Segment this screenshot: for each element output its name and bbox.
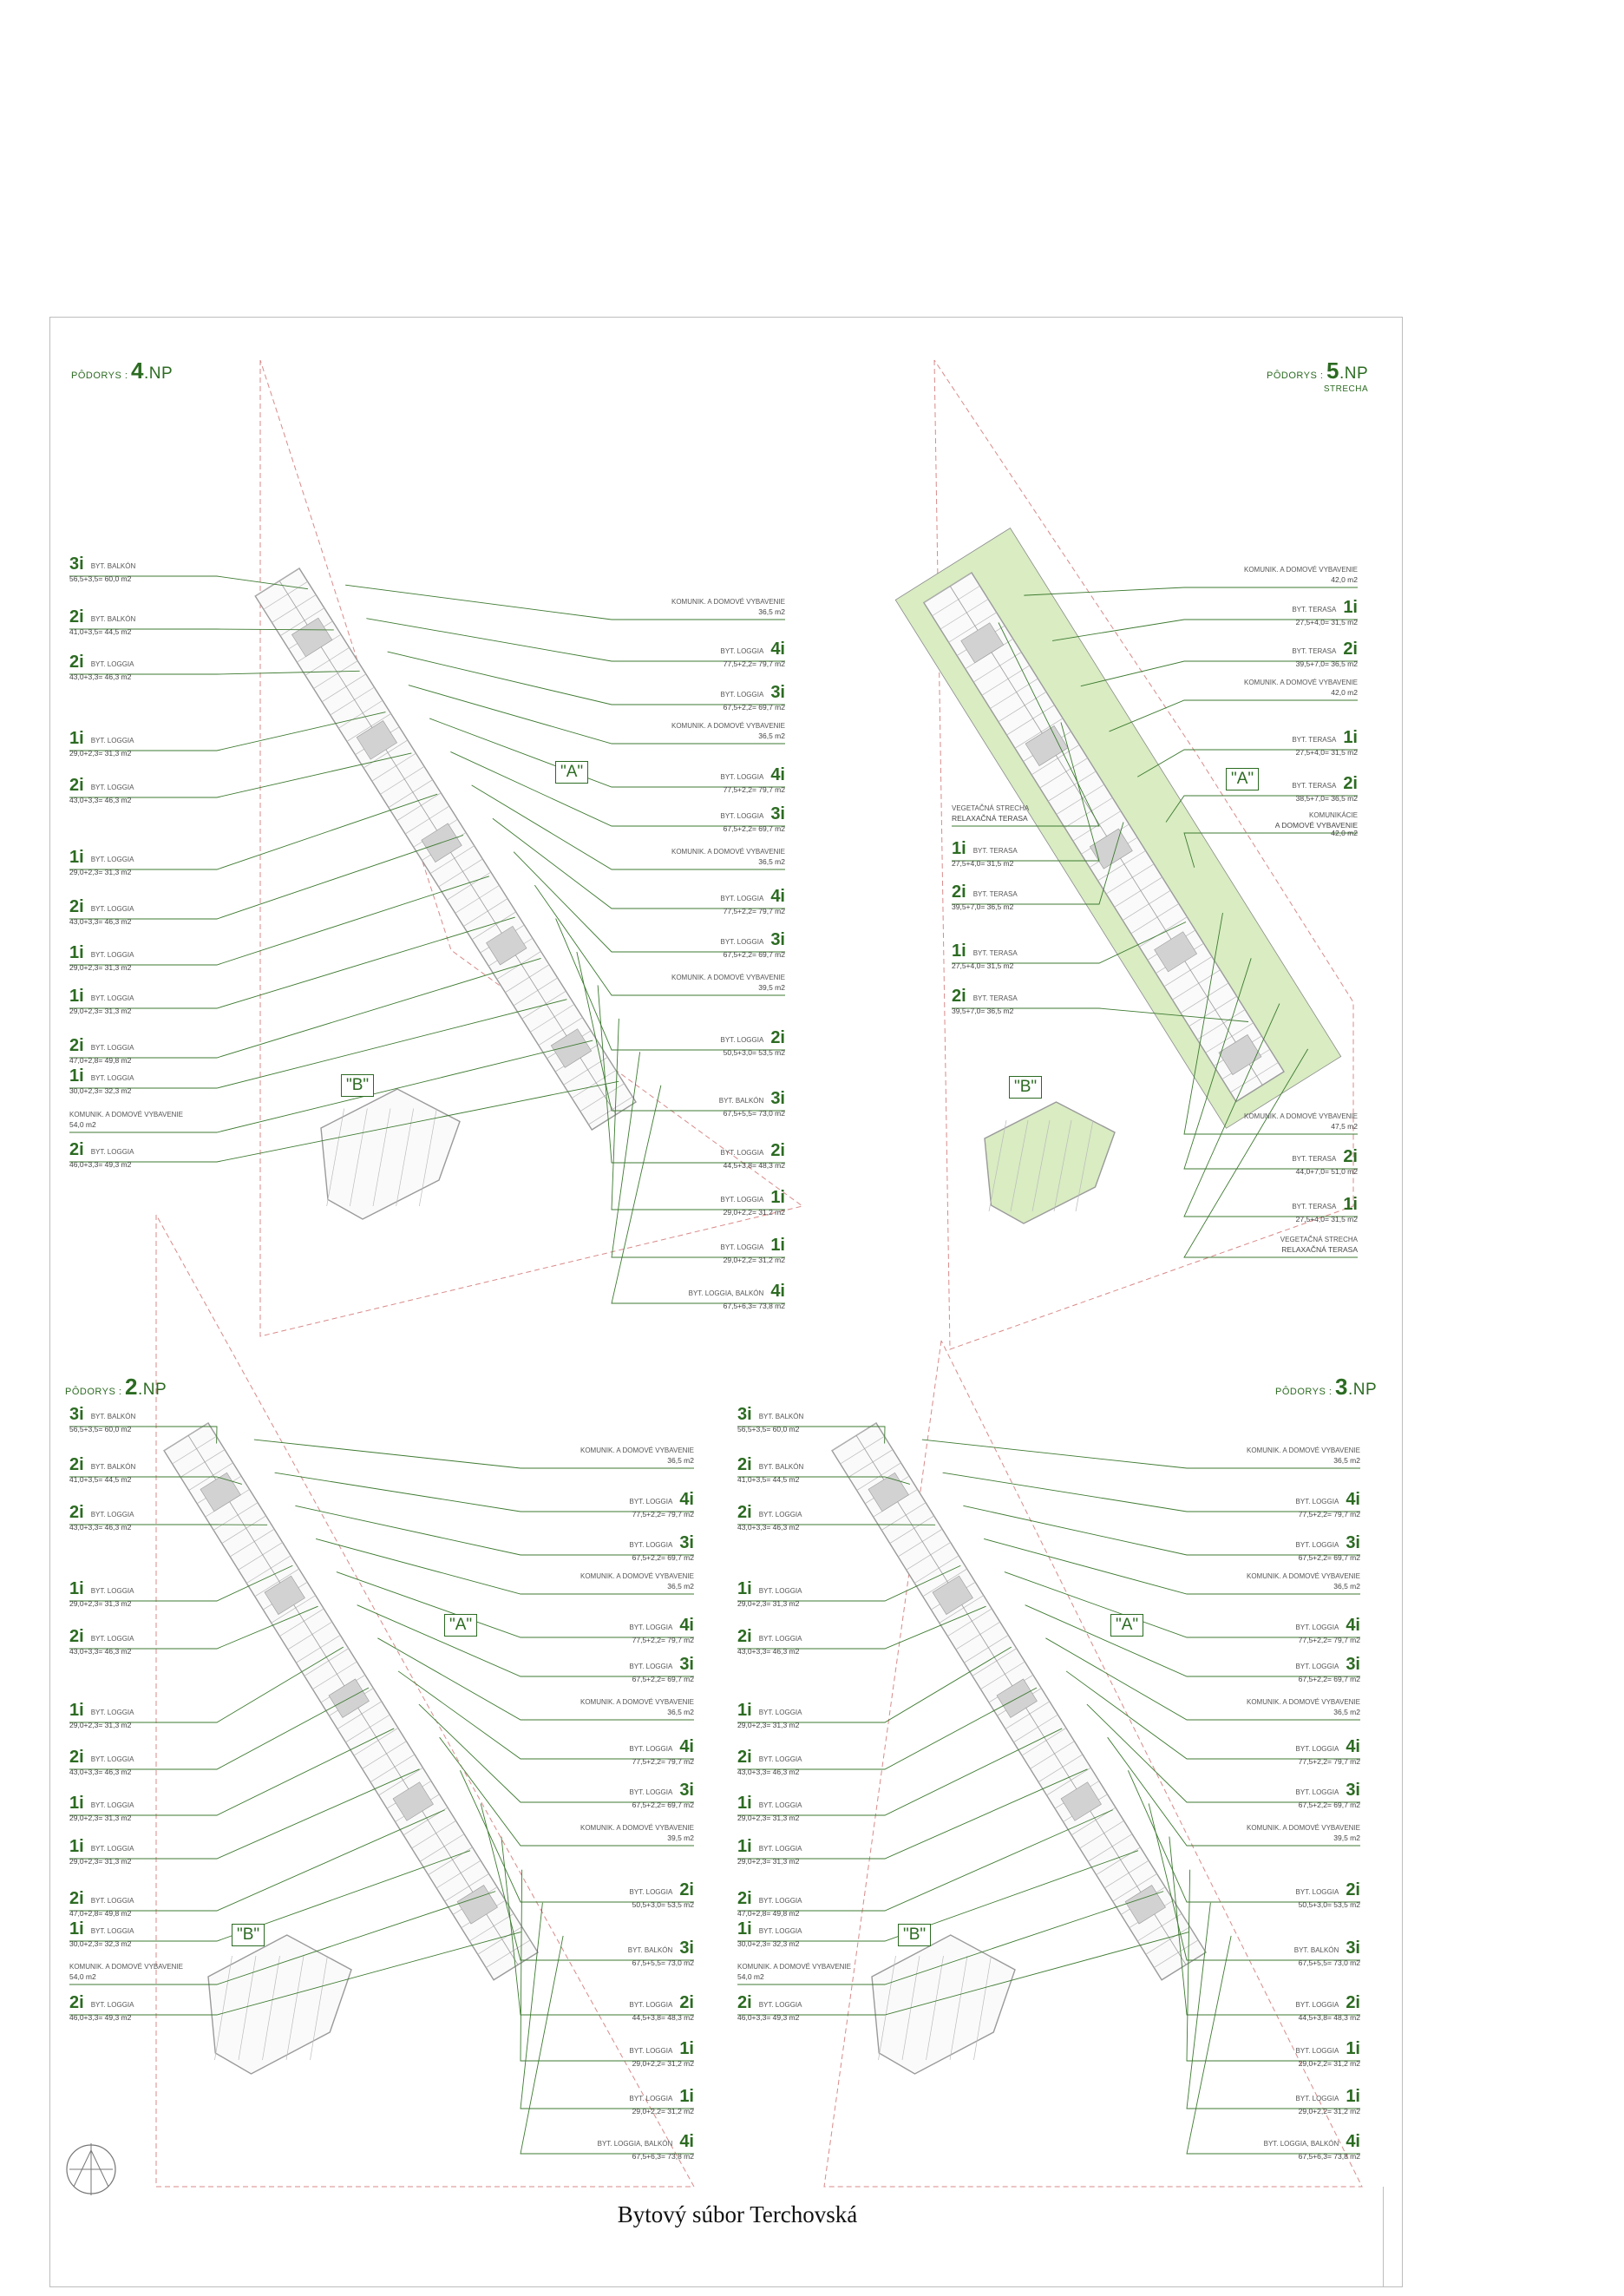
unit-label: 2i BYT. LOGGIA 43,0+3,3= 46,3 m2 xyxy=(69,1503,134,1532)
unit-label: BYT. LOGGIA 3i 67,5+2,2= 69,7 m2 xyxy=(720,930,785,959)
unit-label: KOMUNIK. A DOMOVÉ VYBAVENIE 54,0 m2 xyxy=(69,1963,183,1981)
unit-label: 1i BYT. LOGGIA 29,0+2,3= 31,3 m2 xyxy=(69,729,134,758)
unit-label: BYT. TERASA 1i 27,5+4,0= 31,5 m2 xyxy=(1292,728,1358,757)
unit-label: 2i BYT. BALKÓN 41,0+3,5= 44,5 m2 xyxy=(737,1455,804,1484)
unit-label: 2i BYT. LOGGIA 43,0+3,3= 46,3 m2 xyxy=(737,1627,802,1656)
block-marker-a: "A" xyxy=(1110,1614,1143,1637)
unit-label: BYT. LOGGIA 4i 77,5+2,2= 79,7 m2 xyxy=(1295,1490,1360,1519)
unit-label: 1i BYT. LOGGIA 29,0+2,3= 31,3 m2 xyxy=(69,943,134,972)
unit-label: 2i BYT. LOGGIA 43,0+3,3= 46,3 m2 xyxy=(69,1627,134,1656)
unit-label: BYT. LOGGIA 4i 77,5+2,2= 79,7 m2 xyxy=(720,640,785,668)
unit-label: 3i BYT. BALKÓN 56,5+3,5= 60,0 m2 xyxy=(69,554,136,583)
unit-label: 1i BYT. LOGGIA 29,0+2,3= 31,3 m2 xyxy=(737,1837,802,1866)
unit-label: 2i BYT. BALKÓN 41,0+3,5= 44,5 m2 xyxy=(69,607,136,636)
unit-label: 2i BYT. LOGGIA 43,0+3,3= 46,3 m2 xyxy=(69,1748,134,1776)
unit-label: BYT. LOGGIA 4i 77,5+2,2= 79,7 m2 xyxy=(1295,1616,1360,1644)
unit-label: BYT. LOGGIA 1i 29,0+2,2= 31,2 m2 xyxy=(720,1188,785,1217)
building-a xyxy=(255,568,636,1130)
unit-label: BYT. BALKÓN 3i 67,5+5,5= 73,0 m2 xyxy=(1293,1938,1360,1967)
unit-label: BYT. LOGGIA 2i 44,5+3,8= 48,3 m2 xyxy=(720,1141,785,1170)
unit-label: 1i BYT. LOGGIA 29,0+2,3= 31,3 m2 xyxy=(69,1794,134,1822)
unit-label: BYT. LOGGIA 3i 67,5+2,2= 69,7 m2 xyxy=(720,804,785,833)
unit-label: BYT. LOGGIA 4i 77,5+2,2= 79,7 m2 xyxy=(720,765,785,794)
building-a xyxy=(895,528,1340,1129)
unit-label: 2i BYT. LOGGIA 47,0+2,8= 49,8 m2 xyxy=(737,1889,802,1918)
unit-label: BYT. LOGGIA 4i 77,5+2,2= 79,7 m2 xyxy=(629,1616,694,1644)
unit-label: KOMUNIK. A DOMOVÉ VYBAVENIE 39,5 m2 xyxy=(1247,1824,1360,1842)
unit-label: BYT. LOGGIA 3i 67,5+2,2= 69,7 m2 xyxy=(1295,1533,1360,1562)
plan-p3 xyxy=(737,1341,1362,2187)
unit-label: KOMUNIK. A DOMOVÉ VYBAVENIE 36,5 m2 xyxy=(580,1698,694,1716)
block-marker-b: "B" xyxy=(341,1074,374,1097)
unit-label: KOMUNIK. A DOMOVÉ VYBAVENIE 36,5 m2 xyxy=(580,1446,694,1465)
unit-label: KOMUNIK. A DOMOVÉ VYBAVENIE 36,5 m2 xyxy=(1247,1572,1360,1591)
unit-label: BYT. LOGGIA, BALKÓN 4i 67,5+6,3= 73,8 m2 xyxy=(597,2132,694,2161)
unit-label: 1i BYT. LOGGIA 30,0+2,3= 32,3 m2 xyxy=(69,1066,134,1095)
unit-label: VEGETAČNÁ STRECHA RELAXAČNÁ TERASA xyxy=(952,804,1030,823)
block-marker-a: "A" xyxy=(444,1614,477,1637)
unit-label: KOMUNIK. A DOMOVÉ VYBAVENIE 36,5 m2 xyxy=(1247,1446,1360,1465)
unit-label: BYT. LOGGIA 4i 77,5+2,2= 79,7 m2 xyxy=(629,1490,694,1519)
unit-label: KOMUNIK. A DOMOVÉ VYBAVENIE 36,5 m2 xyxy=(1247,1698,1360,1716)
unit-label: 2i BYT. LOGGIA 43,0+3,3= 46,3 m2 xyxy=(69,776,134,804)
unit-label: BYT. BALKÓN 3i 67,5+5,5= 73,0 m2 xyxy=(718,1089,785,1118)
unit-label: BYT. LOGGIA 1i 29,0+2,2= 31,2 m2 xyxy=(629,2087,694,2116)
unit-label: KOMUNIK. A DOMOVÉ VYBAVENIE 36,5 m2 xyxy=(580,1572,694,1591)
unit-label: 1i BYT. LOGGIA 29,0+2,3= 31,3 m2 xyxy=(737,1794,802,1822)
unit-label: 1i BYT. LOGGIA 30,0+2,3= 32,3 m2 xyxy=(737,1919,802,1948)
block-marker-a: "A" xyxy=(1226,768,1259,790)
unit-label: 2i BYT. TERASA 39,5+7,0= 36,5 m2 xyxy=(952,882,1018,911)
plan-heading-p4: PÔDORYS : 4.NP xyxy=(71,358,174,384)
unit-label: 2i BYT. LOGGIA 43,0+3,3= 46,3 m2 xyxy=(69,897,134,926)
unit-label: BYT. LOGGIA 2i 50,5+3,0= 53,5 m2 xyxy=(1295,1880,1360,1909)
block-marker-b: "B" xyxy=(1009,1076,1042,1099)
unit-label: 1i BYT. LOGGIA 29,0+2,3= 31,3 m2 xyxy=(69,1579,134,1608)
unit-label: BYT. TERASA 1i 27,5+4,0= 31,5 m2 xyxy=(1292,598,1358,626)
unit-label: BYT. TERASA 1i 27,5+4,0= 31,5 m2 xyxy=(1292,1195,1358,1223)
building-a xyxy=(832,1423,1206,1980)
unit-label: KOMUNIK. A DOMOVÉ VYBAVENIE 36,5 m2 xyxy=(671,722,785,740)
plan-heading-p2: PÔDORYS : 2.NP xyxy=(65,1374,167,1400)
unit-label: BYT. LOGGIA 3i 67,5+2,2= 69,7 m2 xyxy=(629,1781,694,1809)
unit-label: BYT. LOGGIA 2i 50,5+3,0= 53,5 m2 xyxy=(629,1880,694,1909)
unit-label: 1i BYT. LOGGIA 29,0+2,3= 31,3 m2 xyxy=(69,987,134,1015)
unit-label: 2i BYT. LOGGIA 43,0+3,3= 46,3 m2 xyxy=(69,653,134,681)
unit-label: 1i BYT. TERASA 27,5+4,0= 31,5 m2 xyxy=(952,941,1018,970)
unit-label: 1i BYT. LOGGIA 29,0+2,3= 31,3 m2 xyxy=(737,1579,802,1608)
plan-heading-p3: PÔDORYS : 3.NP xyxy=(1275,1374,1378,1400)
plan-heading-p5: PÔDORYS : 5.NP STRECHA xyxy=(1267,358,1369,394)
unit-label: KOMUNIK. A DOMOVÉ VYBAVENIE 54,0 m2 xyxy=(69,1111,183,1129)
unit-label: BYT. TERASA 2i 44,0+7,0= 51,0 m2 xyxy=(1292,1147,1358,1176)
unit-label: KOMUNIK. A DOMOVÉ VYBAVENIE 42,0 m2 xyxy=(1244,566,1358,584)
unit-label: 2i BYT. LOGGIA 43,0+3,3= 46,3 m2 xyxy=(737,1748,802,1776)
unit-label: BYT. LOGGIA, BALKÓN 4i 67,5+6,3= 73,8 m2 xyxy=(688,1282,785,1310)
unit-label: KOMUNIK. A DOMOVÉ VYBAVENIE 36,5 m2 xyxy=(671,598,785,616)
unit-label: BYT. LOGGIA 1i 29,0+2,2= 31,2 m2 xyxy=(629,2039,694,2068)
unit-label: 2i BYT. TERASA 39,5+7,0= 36,5 m2 xyxy=(952,987,1018,1015)
unit-label: 2i BYT. LOGGIA 43,0+3,3= 46,3 m2 xyxy=(737,1503,802,1532)
unit-label: BYT. LOGGIA 4i 77,5+2,2= 79,7 m2 xyxy=(720,887,785,915)
unit-label: KOMUNIK. A DOMOVÉ VYBAVENIE 36,5 m2 xyxy=(671,848,785,866)
unit-label: 3i BYT. BALKÓN 56,5+3,5= 60,0 m2 xyxy=(737,1405,804,1433)
unit-label: BYT. LOGGIA 2i 50,5+3,0= 53,5 m2 xyxy=(720,1028,785,1057)
unit-label: KOMUNIK. A DOMOVÉ VYBAVENIE 47,5 m2 xyxy=(1244,1112,1358,1131)
unit-label: BYT. LOGGIA 4i 77,5+2,2= 79,7 m2 xyxy=(1295,1737,1360,1766)
block-marker-b: "B" xyxy=(898,1924,931,1946)
unit-label: KOMUNIK. A DOMOVÉ VYBAVENIE 54,0 m2 xyxy=(737,1963,851,1981)
unit-label: BYT. LOGGIA 3i 67,5+2,2= 69,7 m2 xyxy=(629,1533,694,1562)
unit-label: 2i BYT. LOGGIA 46,0+3,3= 49,3 m2 xyxy=(69,1993,134,2022)
unit-label: BYT. LOGGIA 3i 67,5+2,2= 69,7 m2 xyxy=(1295,1781,1360,1809)
unit-label: BYT. LOGGIA 1i 29,0+2,2= 31,2 m2 xyxy=(1295,2039,1360,2068)
unit-label: 1i BYT. LOGGIA 29,0+2,3= 31,3 m2 xyxy=(737,1701,802,1729)
unit-label: 1i BYT. TERASA 27,5+4,0= 31,5 m2 xyxy=(952,839,1018,868)
unit-label: 3i BYT. BALKÓN 56,5+3,5= 60,0 m2 xyxy=(69,1405,136,1433)
project-title: Bytový súbor Terchovská xyxy=(617,2201,858,2227)
unit-label: BYT. LOGGIA 3i 67,5+2,2= 69,7 m2 xyxy=(629,1655,694,1683)
unit-label: KOMUNIK. A DOMOVÉ VYBAVENIE 39,5 m2 xyxy=(671,974,785,992)
building-a xyxy=(164,1423,538,1980)
unit-label: BYT. LOGGIA 1i 29,0+2,2= 31,2 m2 xyxy=(1295,2087,1360,2116)
unit-label: 2i BYT. LOGGIA 47,0+2,8= 49,8 m2 xyxy=(69,1889,134,1918)
unit-label: BYT. LOGGIA 1i 29,0+2,2= 31,2 m2 xyxy=(720,1236,785,1264)
unit-label: BYT. LOGGIA 3i 67,5+2,2= 69,7 m2 xyxy=(720,683,785,712)
unit-label: BYT. LOGGIA 2i 44,5+3,8= 48,3 m2 xyxy=(1295,1993,1360,2022)
unit-label: 2i BYT. LOGGIA 46,0+3,3= 49,3 m2 xyxy=(69,1140,134,1169)
unit-label: BYT. LOGGIA, BALKÓN 4i 67,5+6,3= 73,8 m2 xyxy=(1263,2132,1360,2161)
unit-label: KOMUNIKÁCIE A DOMOVÉ VYBAVENIE 42,0 m2 xyxy=(1274,811,1358,837)
unit-label: 1i BYT. LOGGIA 29,0+2,3= 31,3 m2 xyxy=(69,1701,134,1729)
unit-label: BYT. TERASA 2i 38,5+7,0= 36,5 m2 xyxy=(1292,774,1358,803)
unit-label: KOMUNIK. A DOMOVÉ VYBAVENIE 39,5 m2 xyxy=(580,1824,694,1842)
unit-label: BYT. TERASA 2i 39,5+7,0= 36,5 m2 xyxy=(1292,640,1358,668)
unit-label: KOMUNIK. A DOMOVÉ VYBAVENIE 42,0 m2 xyxy=(1244,679,1358,697)
unit-label: 2i BYT. BALKÓN 41,0+3,5= 44,5 m2 xyxy=(69,1455,136,1484)
unit-label: BYT. BALKÓN 3i 67,5+5,5= 73,0 m2 xyxy=(627,1938,694,1967)
unit-label: 2i BYT. LOGGIA 46,0+3,3= 49,3 m2 xyxy=(737,1993,802,2022)
unit-label: BYT. LOGGIA 3i 67,5+2,2= 69,7 m2 xyxy=(1295,1655,1360,1683)
unit-label: 1i BYT. LOGGIA 29,0+2,3= 31,3 m2 xyxy=(69,848,134,876)
unit-label: VEGETAČNÁ STRECHA RELAXAČNÁ TERASA xyxy=(1280,1236,1358,1254)
unit-label: 1i BYT. LOGGIA 30,0+2,3= 32,3 m2 xyxy=(69,1919,134,1948)
unit-label: BYT. LOGGIA 4i 77,5+2,2= 79,7 m2 xyxy=(629,1737,694,1766)
block-marker-b: "B" xyxy=(232,1924,265,1946)
block-marker-a: "A" xyxy=(555,761,588,784)
unit-label: BYT. LOGGIA 2i 44,5+3,8= 48,3 m2 xyxy=(629,1993,694,2022)
unit-label: 1i BYT. LOGGIA 29,0+2,3= 31,3 m2 xyxy=(69,1837,134,1866)
unit-label: 2i BYT. LOGGIA 47,0+2,8= 49,8 m2 xyxy=(69,1036,134,1065)
